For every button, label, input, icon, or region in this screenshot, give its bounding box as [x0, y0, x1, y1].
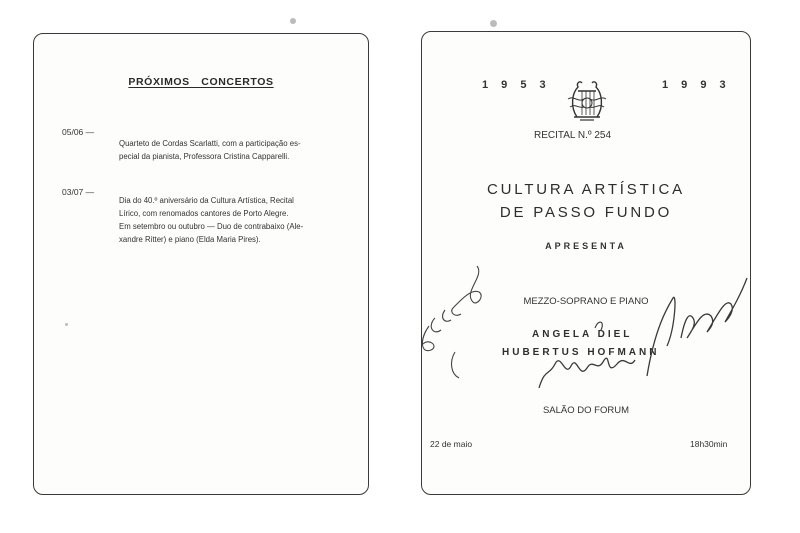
concert-date-1: 05/06 —	[62, 127, 95, 137]
event-time: 18h30min	[690, 439, 728, 449]
concert-1-line-1: Quarteto de Cordas Scarlatti, com a participação es-	[119, 139, 301, 148]
concert-2-line-2: Lírico, com renomados cantores de Porto Alegre.	[119, 209, 289, 218]
concert-1-line-2: pecial da pianista, Professora Cristina Capparelli.	[119, 152, 290, 161]
scan-mark	[65, 323, 68, 326]
org-name-line-1: CULTURA ARTÍSTICA	[487, 181, 685, 198]
concert-description-1	[119, 137, 347, 163]
recital-number: RECITAL N.º 254	[534, 130, 612, 141]
left-program-page	[33, 33, 369, 495]
signature-hubertus-hofmann	[535, 268, 755, 393]
year-end: 1 9 9 3	[662, 79, 731, 91]
concert-2-line-3: Em setembro ou outubro — Duo de contrabaixo (Ale-	[119, 222, 304, 231]
year-start: 1 9 5 3	[482, 79, 551, 91]
concert-description-2	[119, 194, 347, 246]
concert-2-line-4: xandre Ritter) e piano (Elda Maria Pires).	[119, 235, 261, 244]
lyre-emblem-icon	[564, 77, 610, 123]
scan-mark	[290, 18, 296, 24]
org-name-line-2: DE PASSO FUNDO	[499, 204, 673, 221]
event-date: 22 de maio	[430, 439, 473, 449]
scan-mark	[490, 20, 497, 27]
genre-label: MEZZO-SOPRANO E PIANO	[523, 296, 649, 307]
performer-2: HUBERTUS HOFMANN	[502, 347, 660, 358]
signature-angela-diel	[415, 262, 500, 382]
venue-label: SALÃO DO FORUM	[542, 405, 630, 416]
performer-1: ANGELA DIEL	[532, 329, 633, 340]
concert-date-2: 03/07 —	[62, 187, 95, 197]
presents-label: APRESENTA	[545, 241, 627, 251]
upcoming-concerts-heading: PRÓXIMOS CONCERTOS	[128, 76, 274, 88]
concert-2-line-1: Dia do 40.º aniversário da Cultura Artística, Recital	[119, 196, 294, 205]
